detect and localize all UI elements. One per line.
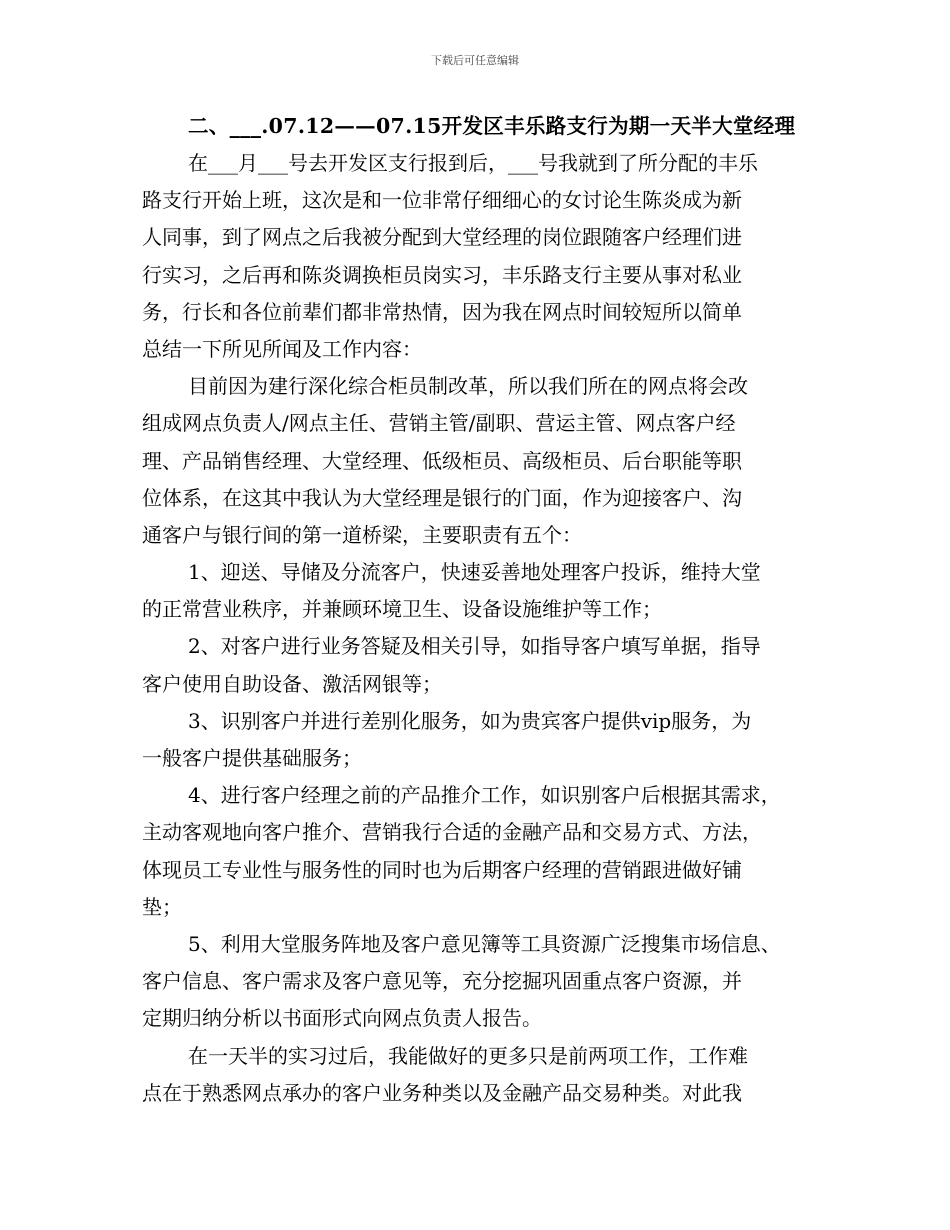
text-line: 总结一下所见所闻及工作内容： — [142, 336, 422, 361]
page-header: 下载后可任意编辑 — [431, 54, 519, 67]
text-line: 在一天半的实习过后，我能做好的更多只是前两项工作，工作难 — [188, 1043, 748, 1068]
text-line: 一般客户提供基础服务； — [142, 746, 362, 770]
text-line: 4、进行客户经理之前的产品推介工作，如识别客户后根据其需求， — [188, 783, 781, 808]
text-line: 的正常营业秩序，并兼顾环境卫生、设备设施维护等工作； — [142, 597, 662, 622]
text-line: 务，行长和各位前辈们都非常热情，因为我在网点时间较短所以简单 — [142, 299, 742, 324]
text-line: 路支行开始上班，这次是和一位非常仔细细心的女讨论生陈炎成为新 — [142, 188, 742, 213]
text-line: 主动客观地向客户推介、营销我行合适的金融产品和交易方式、方法， — [142, 820, 762, 845]
text-line: 人同事，到了网点之后我被分配到大堂经理的岗位跟随客户经理们进 — [142, 225, 742, 250]
text-line: 5、利用大堂服务阵地及客户意见簿等工具资源广泛搜集市场信息、 — [188, 931, 781, 956]
section-heading: 二、___.07.12——07.15开发区丰乐路支行为期一天半大堂经理 — [188, 114, 796, 138]
text-line: 在___月___号去开发区支行报到后，___号我就到了所分配的丰乐 — [188, 151, 758, 175]
text-line: 目前因为建行深化综合柜员制改革，所以我们所在的网点将会改 — [188, 374, 748, 399]
text-line: 定期归纳分析以书面形式向网点负责人报告。 — [142, 1006, 542, 1031]
body-text — [142, 145, 832, 1112]
text-line: 客户信息、客户需求及客户意见等，充分挖掘巩固重点客户资源，并 — [142, 969, 742, 994]
text-line: 点在于熟悉网点承办的客户业务种类以及金融产品交易种类。对此我 — [142, 1080, 742, 1105]
text-line: 组成网点负责人/网点主任、营销主管/副职、营运主管、网点客户经 — [142, 411, 736, 436]
text-line: 3、识别客户并进行差别化服务，如为贵宾客户提供vip服务，为 — [188, 708, 752, 733]
text-line: 1、迎送、导储及分流客户，快速妥善地处理客户投诉，维持大堂 — [188, 560, 761, 585]
document-body — [142, 108, 832, 1112]
text-line: 理、产品销售经理、大堂经理、低级柜员、高级柜员、后台职能等职 — [142, 448, 742, 473]
text-line: 通客户与银行间的第一道桥梁，主要职责有五个： — [142, 522, 582, 547]
text-line: 垫； — [142, 894, 182, 919]
text-line: 客户使用自助设备、激活网银等； — [142, 671, 442, 696]
text-line: 体现员工专业性与服务性的同时也为后期客户经理的营销跟进做好铺 — [142, 857, 742, 882]
text-line: 位体系，在这其中我认为大堂经理是银行的门面，作为迎接客户、沟 — [142, 485, 742, 510]
text-line: 行实习，之后再和陈炎调换柜员岗实习，丰乐路支行主要从事对私业 — [142, 262, 742, 287]
text-line: 2、对客户进行业务答疑及相关引导，如指导客户填写单据，指导 — [188, 634, 761, 659]
